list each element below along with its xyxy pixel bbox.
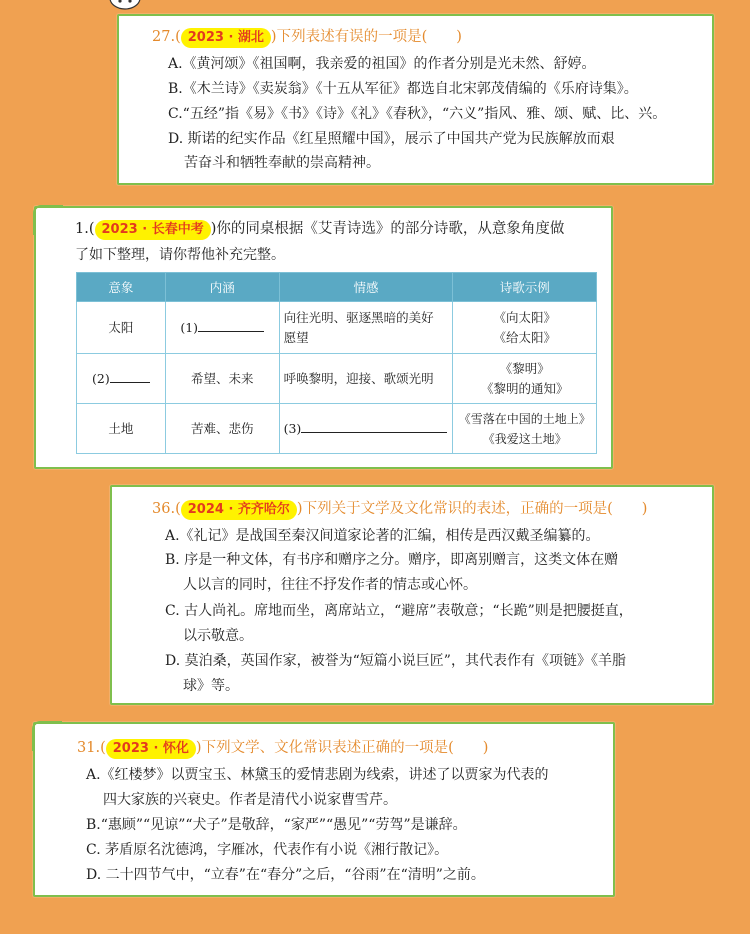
option-d: D. 莫泊桑，英国作家，被誉为“短篇小说巨匠”，其代表作有《项链》《羊脂 [165,653,626,669]
table-header-row [77,273,597,302]
question-1-header: 1.( 2023 · 长春中考 )你的同桌根据《艾青诗选》的部分诗歌，从意象角度做 [75,219,564,240]
blank-label: (2) [92,371,110,386]
cell-imagery: 土地 [77,404,166,454]
answer-blank: ( ) [607,501,648,517]
answer-blank: ( ) [448,740,489,756]
question-card-36 [110,485,714,705]
table-row [77,404,597,454]
poem-title: 《向太阳》 [493,309,556,325]
emotion-line: 呼唤黎明，迎接、歌颂光明 [283,370,434,386]
fill-blank[interactable] [110,368,150,383]
source-tag: 2023 · 湖北 [181,28,271,48]
cell-imagery: 太阳 [77,302,166,354]
header-meaning: 内涵 [165,273,279,302]
emotion-line: 愿望 [283,329,309,345]
question-number: 1. [75,221,89,237]
source-tag: 2024 · 齐齐哈尔 [181,500,297,520]
header-poem-example: 诗歌示例 [453,273,597,302]
cell-meaning [165,302,279,354]
header-imagery: 意象 [77,273,166,302]
table-row [77,302,597,354]
cell-meaning: 希望、未来 [165,354,279,404]
imagery-table [76,272,597,454]
option-b-cont: 人以言的同时，往往不抒发作者的情志或心怀。 [183,577,477,593]
header-emotion: 情感 [279,273,453,302]
blank-label: (1) [180,320,199,335]
option-c: C. 茅盾原名沈德鸿，字雁冰，代表作有小说《湘行散记》。 [86,842,449,858]
option-b: B.“惠顾”“见谅”“犬子”是敬辞，“家严”“愚见”“劳驾”是谦辞。 [86,817,467,833]
question-36-header: 36.( 2024 · 齐齐哈尔 )下列关于文学及文化常识的表述，正确的一项是( ) [152,499,647,520]
cell-imagery [77,354,166,404]
question-number: 31. [77,740,101,756]
source-tag: 2023 · 长春中考 [95,220,211,240]
cell-emotion [279,404,453,454]
question-card-27 [117,14,714,185]
poem-title: 《我爱这土地》 [482,431,567,446]
option-c-cont: 以示敬意。 [183,628,253,644]
option-d-cont: 球》等。 [183,678,239,694]
option-d-cont: 苦奋斗和牺牲奉献的崇高精神。 [184,155,380,171]
cell-poems [453,354,597,404]
option-c: C.“五经”指《易》《书》《诗》《礼》《春秋》，“六义”指风、雅、颂、赋、比、兴。 [168,106,667,122]
question-card-1 [34,206,613,469]
question-stem: 下列关于文学及文化常识的表述，正确的一项是 [302,501,608,517]
option-a: A.《红楼梦》以贾宝玉、林黛玉的爱情悲剧为线索，讲述了以贾家为代表的 [86,767,549,783]
fill-blank[interactable] [198,317,264,332]
cell-emotion [279,354,453,404]
table-row [77,354,597,404]
fill-blank[interactable] [301,418,447,433]
poem-title: 《黎明》 [499,360,550,376]
question-number: 27. [152,29,176,45]
cell-meaning: 苦难、悲伤 [165,404,279,454]
card-corner [32,721,62,751]
poem-title: 《给太阳》 [493,329,556,345]
question-stem: 你的同桌根据《艾青诗选》的部分诗歌，从意象角度做 [216,221,565,237]
question-27-header: 27.( 2023 · 湖北 )下列表述有误的一项是( ) [152,27,462,48]
question-stem: 下列文学、文化常识表述正确的一项是 [201,740,449,756]
cell-poems [453,302,597,354]
question-31-header: 31.( 2023 · 怀化 )下列文学、文化常识表述正确的一项是( ) [77,738,488,759]
option-b: B. 序是一种文体，有书序和赠序之分。赠序，即离别赠言，这类文体在赠 [165,552,619,568]
option-b: B.《木兰诗》《卖炭翁》《十五从军征》都选自北宋郭茂倩编的《乐府诗集》。 [168,81,638,97]
question-number: 36. [152,501,176,517]
option-d: D. 二十四节气中，“立春”在“春分”之后，“谷雨”在“清明”之前。 [86,867,485,883]
question-stem: 下列表述有误的一项是 [276,29,422,45]
question-stem-line2: 了如下整理，请你帮他补充完整。 [75,247,285,263]
answer-blank: ( ) [421,29,462,45]
cell-emotion [279,302,453,354]
option-a: A.《黄河颂》《祖国啊，我亲爱的祖国》的作者分别是光未然、舒婷。 [168,56,596,72]
option-a: A.《礼记》是战国至秦汉间道家论著的汇编，相传是西汉戴圣编纂的。 [165,528,600,544]
poem-title: 《雪落在中国的土地上》 [458,411,591,426]
option-c: C. 古人尚礼。席地而坐，离席站立，“避席”表敬意；“长跪”则是把腰挺直， [165,603,633,619]
mascot-illustration [108,0,142,10]
option-d: D. 斯诺的纪实作品《红星照耀中国》，展示了中国共产党为民族解放而艰 [168,131,615,147]
cell-poems [453,404,597,454]
blank-label: (3) [283,421,302,436]
poem-title: 《黎明的通知》 [480,380,569,396]
emotion-line: 向往光明、驱逐黑暗的美好 [283,309,434,325]
source-tag: 2023 · 怀化 [106,739,196,759]
question-card-31 [33,722,615,897]
card-corner [33,205,63,235]
option-a-cont: 四大家族的兴衰史。作者是清代小说家曹雪芹。 [103,792,397,808]
